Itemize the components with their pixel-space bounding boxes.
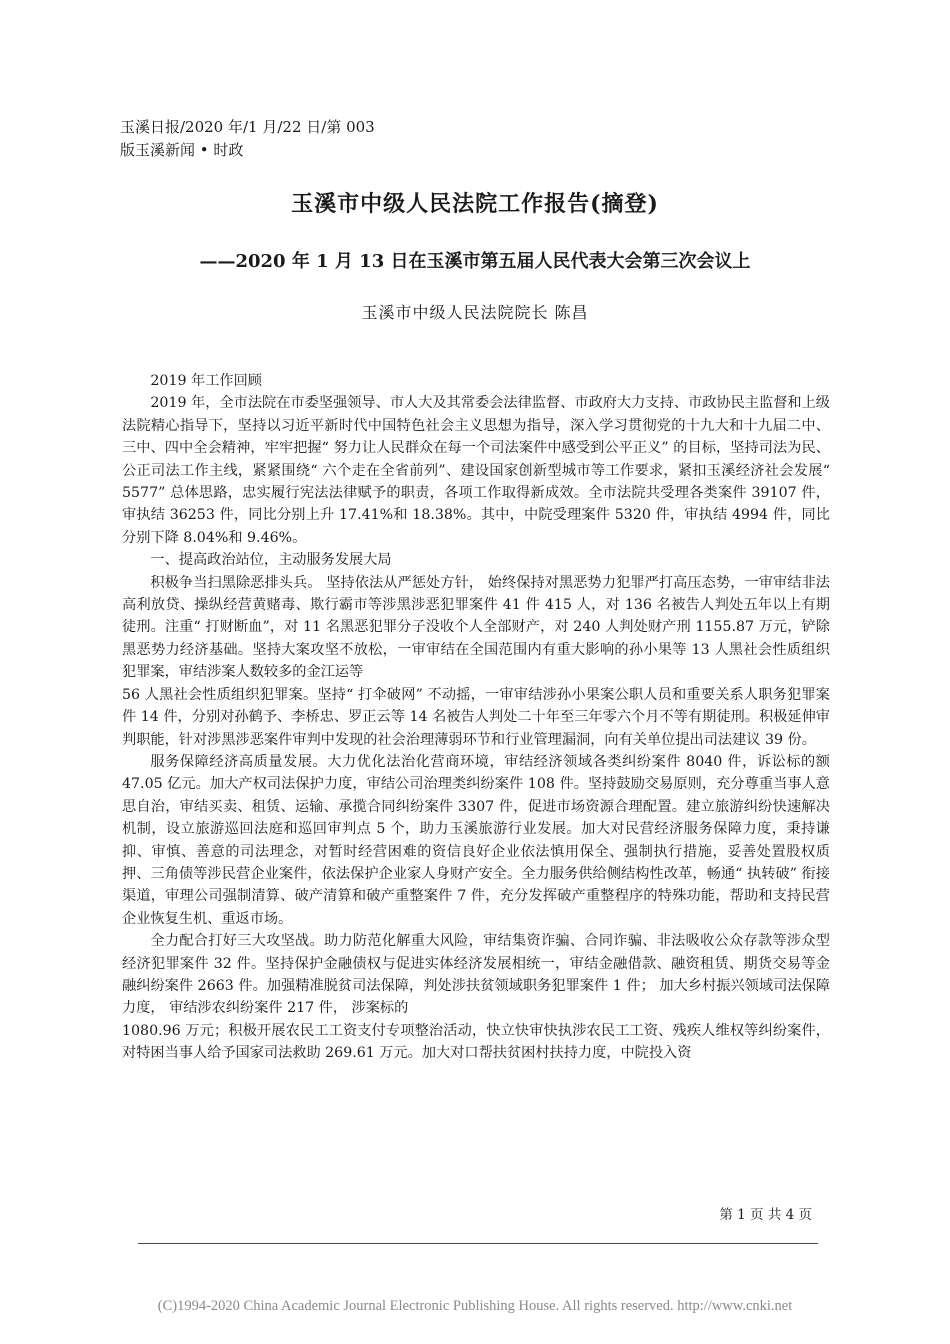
section-heading-review: 2019 年工作回顾: [150, 373, 262, 389]
page-number: 第 1 页 共 4 页: [719, 1207, 812, 1223]
source-line-1: 玉溪日报/2020 年/1 月/22 日/第 003: [120, 118, 375, 136]
report-body: [122, 370, 830, 1065]
paragraph-three-battles: 全力配合打好三大攻坚战。助力防范化解重大风险，审结集资诈骗、合同诈骗、非法吸收公众存款等涉众型经济犯罪案件 32 件。坚持保护金融债权与促进实体经济发展相统一，审结金融借款、融资租赁、期货交易等金融纠纷案件 2663 件。加强精准脱贫司法保障，判处涉扶贫领域职务犯罪案件 1 件； 加大乡村振兴领域司法保障力度， 审结涉农纠纷案件 217 件， 涉案标的: [122, 933, 830, 1017]
paragraph-three-battles-cont: 1080.96 万元；积极开展农民工工资支付专项整治活动，快立快审快执涉农民工工资、残疾人维权等纠纷案件，对特困当事人给予国家司法救助 269.61 万元。加大对口帮扶贫困村扶持力度，中院投入资: [122, 1022, 830, 1062]
report-title: 玉溪市中级人民法院工作报告(摘登): [291, 191, 659, 217]
report-subtitle: ——2020 年 1 月 13 日在玉溪市第五届人民代表大会第三次会议上: [199, 251, 751, 272]
copyright-watermark: (C)1994-2020 China Academic Journal Electronic Publishing House. All rights reserved. http://www.cnki.net: [157, 1298, 793, 1314]
footer-divider: [138, 1243, 818, 1244]
paragraph-anti-crime: 积极争当扫黑除恶排头兵。 坚持依法从严惩处方针， 始终保持对黑恶势力犯罪严打高压态势，一审审结非法高利放贷、操纵经营黄赌毒、欺行霸市等涉黑涉恶犯罪案件 41 件 415 人，对 136 名被告人判处五年以上有期徒刑。注重“ 打财断血”，对 11 名黑恶犯罪分子没收个人全部财产，对 240 人判处财产刑 1155.87 万元，铲除黑恶势力经济基础。坚持大案攻坚不放松，一审审结在全国范围内有重大影响的孙小果等 13 人黑社会性质组织犯罪案，审结涉案人数较多的金江运等: [122, 574, 830, 681]
source-info: [120, 116, 375, 162]
section-heading-1: 一、提高政治站位，主动服务发展大局: [150, 552, 392, 569]
source-line-2: 版玉溪新闻 • 时政: [120, 141, 244, 159]
paragraph-anti-crime-cont: 56 人黑社会性质组织犯罪案。坚持“ 打伞破网” 不动摇，一审审结涉孙小果案公职人员和重要关系人职务犯罪案件 14 件，分别对孙鹤予、李桥忠、罗正云等 14 名被告人判处二十年至三年零六个月不等有期徒刑。积极延伸审判职能，针对涉黑涉恶案件审判中发现的社会治理薄弱环节和行业管理漏洞，向有关单位提出司法建议 39 份。: [122, 686, 830, 748]
report-author: 玉溪市中级人民法院院长 陈昌: [361, 303, 589, 322]
paragraph-summary: 2019 年，全市法院在市委坚强领导、市人大及其常委会法律监督、市政府大力支持、市政协民主监督和上级法院精心指导下，坚持以习近平新时代中国特色社会主义思想为指导，深入学习贯彻党的十九大和十九届二中、三中、四中全会精神，牢牢把握“ 努力让人民群众在每一个司法案件中感受到公平正义” 的目标，坚持司法为民、公正司法工作主线，紧紧围绕“ 六个走在全省前列”、建设国家创新型城市等工作要求，紧扣玉溪经济社会发展“ 5577” 总体思路，忠实履行宪法法律赋予的职责，各项工作取得新成效。全市法院共受理各类案件 39107 件，审执结 36253 件，同比分别上升 17.41%和 18.38%。其中，中院受理案件 5320 件，审执结 4994 件，同比分别下降 8.04%和 9.46%。: [122, 395, 830, 546]
paragraph-economy: 服务保障经济高质量发展。大力优化法治化营商环境，审结经济领域各类纠纷案件 8040 件，诉讼标的额 47.05 亿元。加大产权司法保护力度，审结公司治理类纠纷案件 108 件。坚持鼓励交易原则，充分尊重当事人意思自治，审结买卖、租赁、运输、承揽合同纠纷案件 3307 件，促进市场资源合理配置。建立旅游纠纷快速解决机制，设立旅游巡回法庭和巡回审判点 5 个，助力玉溪旅游行业发展。加大对民营经济服务保障力度，秉持谦抑、审慎、善意的司法理念，对暂时经营困难的资信良好企业依法慎用保全、强制执行措施，妥善处置股权质押、三角债等涉民营企业案件，依法保护企业家人身财产安全。全力服务供给侧结构性改革，畅通“ 执转破” 衔接渠道，审理公司强制清算、破产清算和破产重整案件 7 件，充分发挥破产重整程序的特殊功能，帮助和支持民营企业恢复生机、重返市场。: [122, 753, 830, 927]
